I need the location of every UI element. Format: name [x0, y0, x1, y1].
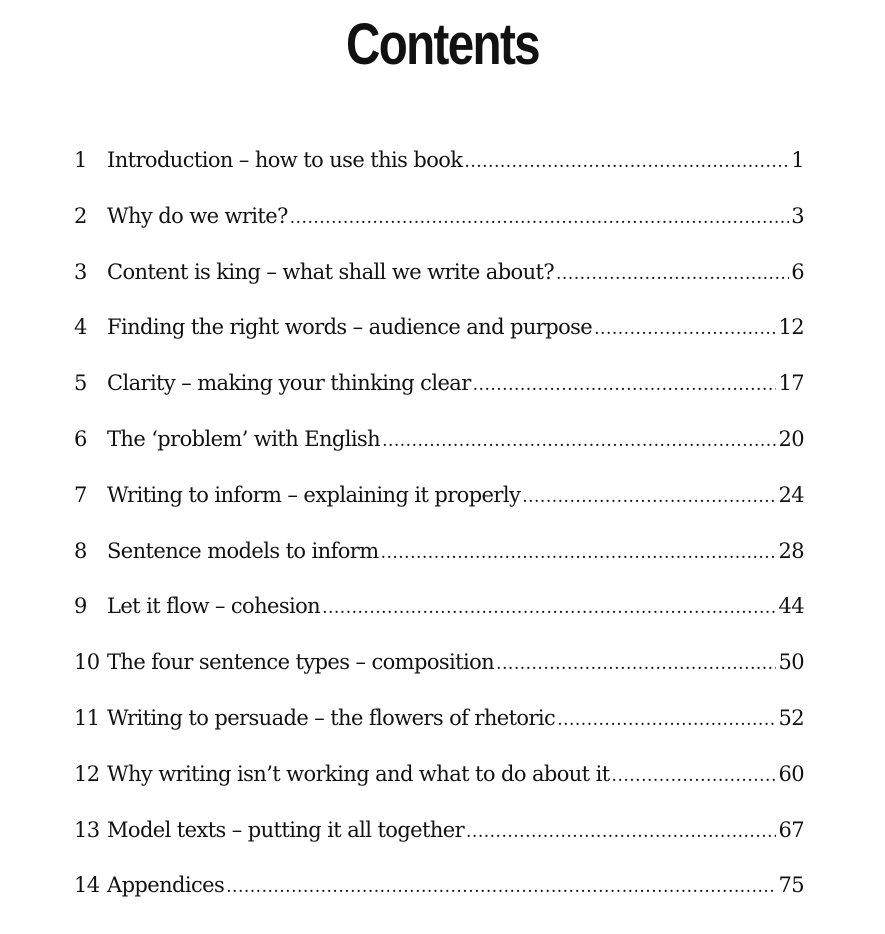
- toc-entry-title: Introduction – how to use this book: [107, 148, 463, 172]
- toc-entry-page: 24: [778, 482, 804, 507]
- toc-entry-title: Writing to inform – explaining it properly: [107, 482, 521, 507]
- toc-entry-number: 13: [74, 817, 100, 842]
- toc-entry: [74, 810, 804, 866]
- toc-entry: [74, 363, 804, 419]
- toc-entry-number: 7: [74, 482, 87, 507]
- toc-entry-title: Finding the right words – audience and purpose: [107, 315, 593, 340]
- toc-entry-number: 2: [74, 203, 87, 228]
- toc-entry: [74, 196, 804, 252]
- toc-entry-page: 52: [778, 705, 804, 730]
- toc-entry: [74, 586, 804, 642]
- toc-entry-title: Why writing isn’t working and what to do about it: [107, 761, 610, 786]
- toc-entry-title: Appendices: [107, 873, 225, 898]
- toc-entry-page: 44: [778, 594, 804, 619]
- toc-entry-number: 11: [74, 705, 100, 730]
- toc-entry-page: 12: [778, 315, 804, 340]
- toc-entry-page: 3: [791, 203, 804, 228]
- toc-entry: [74, 698, 804, 754]
- dot-leader: [496, 644, 776, 684]
- dot-leader: [382, 421, 776, 461]
- toc-entry-number: 12: [74, 761, 100, 786]
- toc-entry-number: 9: [74, 594, 87, 619]
- toc-entry: [74, 475, 804, 531]
- toc-entry: [74, 865, 804, 921]
- toc-entry: [74, 754, 804, 810]
- toc-entry-page: 67: [778, 817, 804, 842]
- toc-entry-title: Writing to persuade – the flowers of rhetoric: [107, 705, 556, 730]
- dot-leader: [473, 365, 777, 405]
- dot-leader: [557, 700, 776, 740]
- toc-entry-number: 5: [74, 371, 87, 396]
- page-title: Contents: [346, 12, 539, 77]
- toc-entry-page: 1: [791, 148, 804, 172]
- toc-entry-page: 50: [778, 650, 804, 675]
- toc-entry-page: 28: [778, 538, 804, 563]
- toc-entry-title: The ‘problem’ with English: [107, 426, 381, 451]
- toc-entry: [74, 307, 804, 363]
- toc-entry: [74, 531, 804, 587]
- dot-leader: [226, 867, 776, 907]
- dot-leader: [322, 588, 776, 628]
- toc-entry: [74, 252, 804, 308]
- toc-entry-title: Content is king – what shall we write about?: [107, 259, 555, 284]
- table-of-contents: [74, 140, 804, 921]
- toc-entry-page: 75: [778, 873, 804, 898]
- toc-entry: [74, 642, 804, 698]
- toc-entry-number: 10: [74, 650, 100, 675]
- toc-entry-number: 3: [74, 259, 87, 284]
- toc-entry-title: Sentence models to inform: [107, 538, 379, 563]
- toc-entry-title: The four sentence types – composition: [107, 650, 495, 675]
- toc-entry-number: 8: [74, 538, 87, 563]
- dot-leader: [522, 477, 776, 517]
- dot-leader: [556, 254, 789, 294]
- toc-entry-page: 17: [778, 371, 804, 396]
- dot-leader: [464, 142, 789, 182]
- dot-leader: [381, 533, 777, 573]
- toc-entry-number: 14: [74, 873, 100, 898]
- toc-entry-number: 4: [74, 315, 87, 340]
- toc-entry-title: Why do we write?: [107, 203, 288, 228]
- dot-leader: [290, 198, 789, 238]
- toc-entry-title: Let it flow – cohesion: [107, 594, 321, 619]
- dot-leader: [594, 309, 776, 349]
- toc-entry-page: 6: [791, 259, 804, 284]
- toc-entry: [74, 140, 804, 196]
- toc-entry-number: 1: [74, 148, 87, 172]
- dot-leader: [612, 756, 777, 796]
- toc-entry-page: 60: [778, 761, 804, 786]
- toc-entry: [74, 419, 804, 475]
- toc-entry-title: Clarity – making your thinking clear: [107, 371, 471, 396]
- toc-entry-page: 20: [778, 426, 804, 451]
- dot-leader: [466, 812, 776, 852]
- toc-entry-number: 6: [74, 426, 87, 451]
- toc-entry-title: Model texts – putting it all together: [107, 817, 465, 842]
